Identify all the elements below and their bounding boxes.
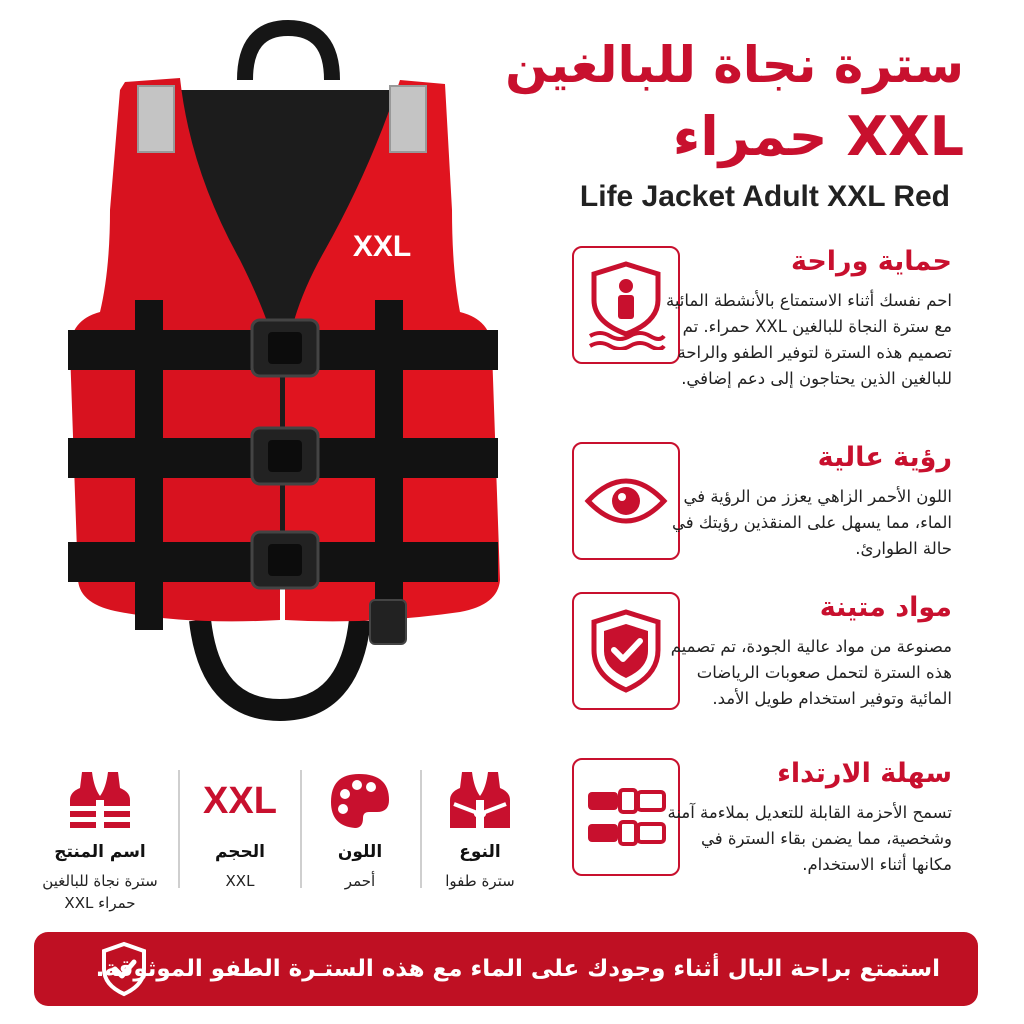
spec-label: اللون <box>337 842 383 862</box>
vertical-strap-left <box>135 300 163 630</box>
buckle-1 <box>252 320 318 376</box>
page-title-line2: حمراء XXL <box>672 105 964 168</box>
feature-title: حماية وراحة <box>790 246 952 277</box>
shield-check-icon <box>588 608 664 694</box>
feature-text: تسمح الأحزمة القابلة للتعديل بملاءمة آمنة وشخصية، مما يضمن بقاء السترة في مكانها أثناء الاستخدام. <box>667 803 952 874</box>
spec-value: سترة طفوا <box>445 872 515 890</box>
spec-color <box>300 768 420 892</box>
side-buckle-right <box>370 600 406 644</box>
page-title-line1: سترة نجاة للبالغين <box>505 36 964 94</box>
feature-text: اللون الأحمر الزاهي يعزز من الرؤية في الماء، مما يسهل على المنقذين رؤيتك في حالة الطوارئ. <box>672 487 952 558</box>
bottom-banner <box>34 932 978 1006</box>
palette-icon <box>329 772 391 830</box>
feature-icon-box <box>572 442 680 560</box>
life-jacket-image <box>40 20 520 740</box>
spec-label: الحجم <box>214 842 266 862</box>
feature-icon-box <box>572 758 680 876</box>
size-icon-text: XXL <box>203 779 277 822</box>
vest-icon <box>68 770 132 832</box>
feature-text: احم نفسك أثناء الاستمتاع بالأنشطة المائية مع سترة النجاة للبالغين XXL حمراء. تم تصميم هذه السترة لتوفير الطفو والراحة للبالغين الذين يحتاجون إلى دعم إضافي. <box>665 291 952 388</box>
banner-text: استمتع براحة البال أثناء وجودك على الماء مع هذه الستـرة الطفو الموثوقة. <box>95 956 940 982</box>
hanging-loop <box>245 28 332 80</box>
buckle-3 <box>252 532 318 588</box>
buckle-2 <box>252 428 318 484</box>
spec-type <box>420 768 540 892</box>
spec-value: أحمر <box>344 872 376 890</box>
spec-label: النوع <box>459 842 501 862</box>
spec-value: XXL <box>225 872 255 890</box>
feature-title: رؤية عالية <box>817 442 952 473</box>
spec-value: سترة نجاة للبالغين حمراء XXL <box>42 872 158 912</box>
spec-size <box>180 768 300 892</box>
shield-check-icon <box>100 941 148 997</box>
feature-text: مصنوعة من مواد عالية الجودة، تم تصميم هذه السترة لتحمل صعوبات الرياضات المائية وتوفير استخدام طويل الأمد. <box>670 637 952 708</box>
crotch-strap <box>200 620 360 710</box>
eye-icon <box>584 471 668 531</box>
reflective-strip-right <box>390 86 426 152</box>
reflective-strip-left <box>138 86 174 152</box>
feature-icon-box <box>572 246 680 364</box>
feature-icon-box <box>572 592 680 710</box>
feature-title: سهلة الارتداء <box>777 758 952 789</box>
vertical-strap-right <box>375 300 403 630</box>
feature-title: مواد متينة <box>819 592 952 623</box>
buckle-straps-icon <box>584 782 668 852</box>
vest-size-print: XXL <box>352 230 412 263</box>
float-vest-icon <box>448 770 512 832</box>
page-title-english: Life Jacket Adult XXL Red <box>579 180 950 213</box>
shield-person-icon <box>586 260 666 350</box>
spec-label: اسم المنتج <box>54 842 146 862</box>
spec-product-name <box>30 768 170 914</box>
